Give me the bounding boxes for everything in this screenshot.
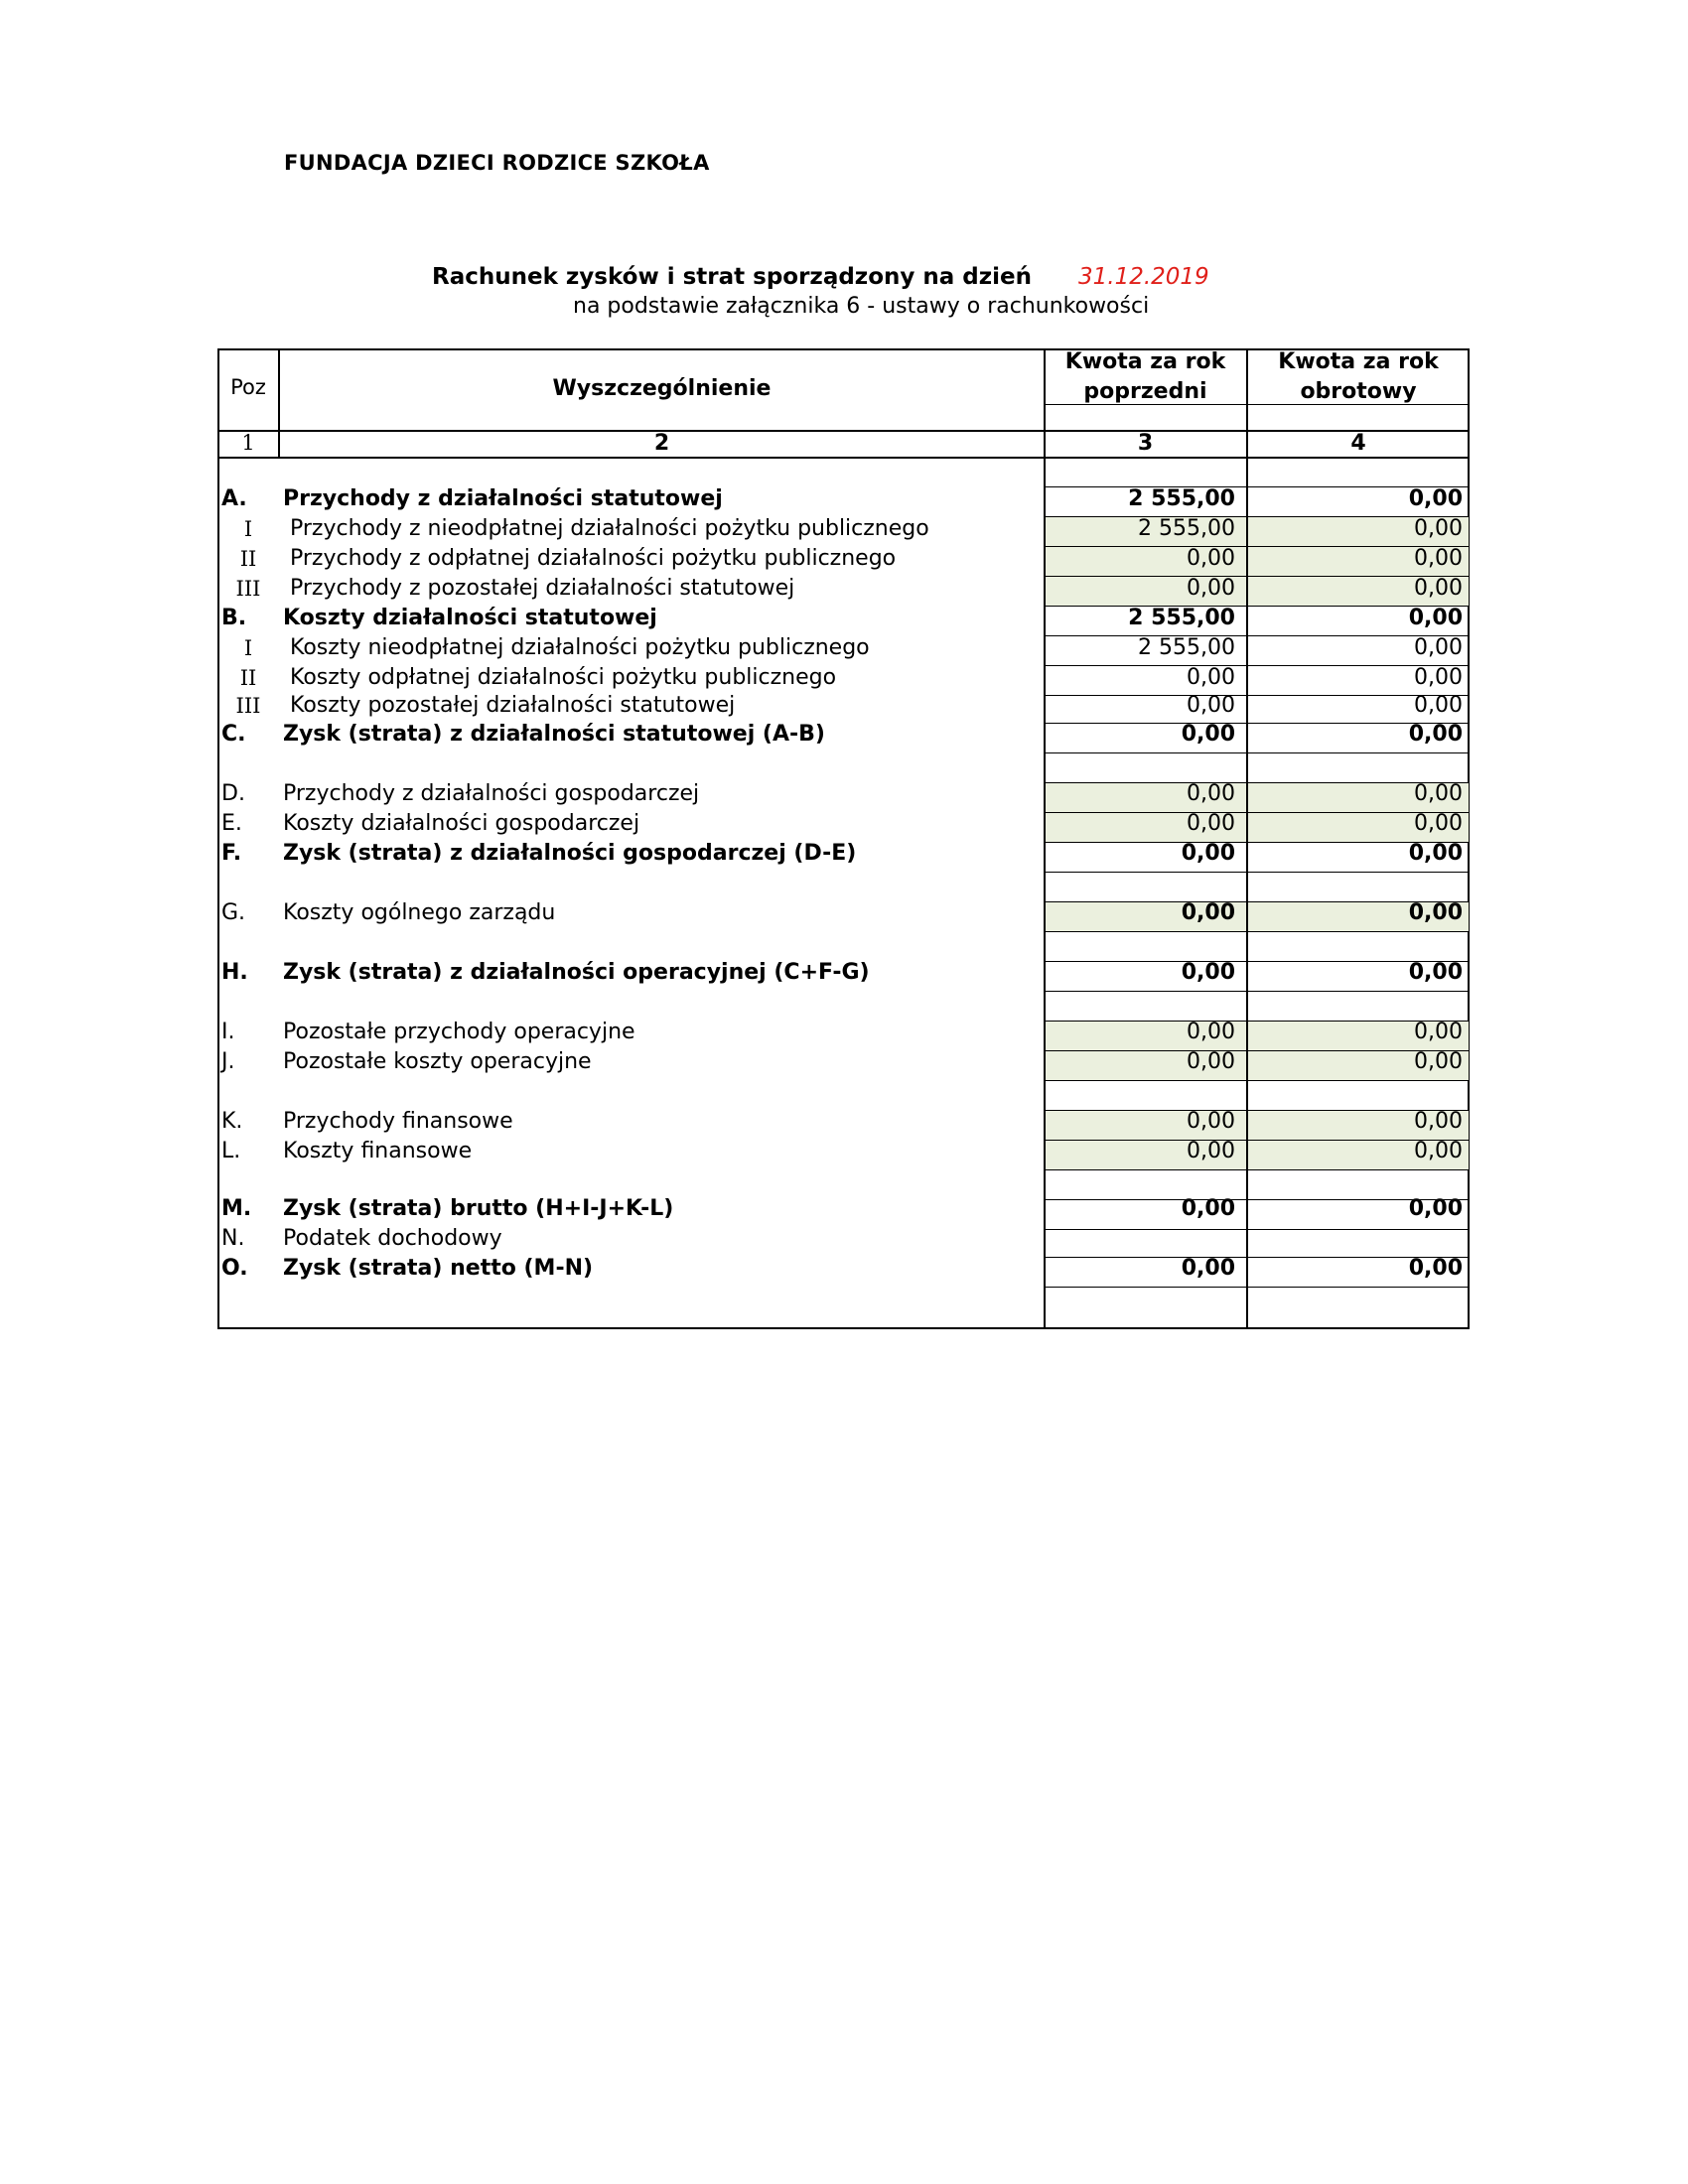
amount-current-year: 0,00 xyxy=(1414,576,1463,601)
amount-current-year: 0,00 xyxy=(1408,722,1463,747)
amount-current-year: 0,00 xyxy=(1414,781,1463,806)
row-position: F. xyxy=(221,841,242,866)
amount-previous-year: 2 555,00 xyxy=(1128,486,1235,511)
amount-current-year xyxy=(1248,1224,1463,1254)
row-position: A. xyxy=(221,486,247,511)
row-position: J. xyxy=(221,1049,235,1074)
row-divider xyxy=(1045,931,1469,932)
column-number-1: 1 xyxy=(241,431,255,455)
row-label: Pozostałe przychody operacyjne xyxy=(283,1020,635,1044)
amount-previous-year: 0,00 xyxy=(1187,693,1235,718)
row-position: II xyxy=(239,547,257,571)
row-divider xyxy=(1045,752,1469,753)
column-number-2: 2 xyxy=(653,431,670,456)
amount-current-year: 0,00 xyxy=(1414,1139,1463,1163)
amount-current-year: 0,00 xyxy=(1414,1020,1463,1044)
row-label: Koszty działalności statutowej xyxy=(283,606,657,630)
amount-previous-year: 0,00 xyxy=(1181,722,1235,747)
amount-current-year: 0,00 xyxy=(1408,841,1463,866)
header-prev-line2: poprzedni xyxy=(1083,379,1207,404)
row-position: D. xyxy=(221,781,245,806)
amount-current-year: 0,00 xyxy=(1408,1196,1463,1221)
row-divider xyxy=(1045,1169,1469,1170)
amount-previous-year: 0,00 xyxy=(1187,811,1235,836)
amount-previous-year: 0,00 xyxy=(1181,900,1235,925)
row-divider xyxy=(1045,1287,1469,1288)
row-label: Zysk (strata) z działalności operacyjnej (C+F-G) xyxy=(283,960,870,985)
amount-previous-year: 0,00 xyxy=(1181,1196,1235,1221)
amount-previous-year: 0,00 xyxy=(1187,781,1235,806)
amount-current-year: 0,00 xyxy=(1414,1049,1463,1074)
amount-previous-year: 0,00 xyxy=(1187,1020,1235,1044)
header-curr-line1: Kwota za rok xyxy=(1278,349,1439,374)
header-description: Wyszczególnienie xyxy=(552,376,772,401)
amount-current-year: 0,00 xyxy=(1414,693,1463,718)
amount-previous-year: 0,00 xyxy=(1187,665,1235,690)
amount-previous-year xyxy=(1045,1224,1235,1254)
row-label: Przychody z działalności gospodarczej xyxy=(283,781,700,806)
row-label: Koszty ogólnego zarządu xyxy=(283,900,556,925)
row-position: E. xyxy=(221,811,242,836)
row-label: Przychody z pozostałej działalności statutowej xyxy=(290,576,795,601)
row-position: III xyxy=(235,694,261,718)
amount-previous-year: 0,00 xyxy=(1181,1256,1235,1281)
row-label: Pozostałe koszty operacyjne xyxy=(283,1049,592,1074)
row-position: N. xyxy=(221,1226,245,1251)
column-number-3: 3 xyxy=(1137,431,1154,456)
amount-previous-year: 2 555,00 xyxy=(1128,606,1235,630)
amount-current-year: 0,00 xyxy=(1408,900,1463,925)
amount-previous-year: 2 555,00 xyxy=(1138,635,1235,660)
report-date: 31.12.2019 xyxy=(1078,264,1209,290)
row-label: Przychody finansowe xyxy=(283,1109,513,1134)
row-label: Podatek dochodowy xyxy=(283,1226,502,1251)
header-prev-line1: Kwota za rok xyxy=(1064,349,1226,374)
row-position: K. xyxy=(221,1109,243,1134)
row-position: I xyxy=(243,517,253,541)
row-position: B. xyxy=(221,606,247,630)
row-position: II xyxy=(239,666,257,690)
row-position: III xyxy=(235,577,261,601)
amount-previous-year: 0,00 xyxy=(1181,960,1235,985)
amount-current-year: 0,00 xyxy=(1414,635,1463,660)
row-divider xyxy=(1045,1080,1469,1081)
amount-current-year: 0,00 xyxy=(1414,516,1463,541)
header-curr-line2: obrotowy xyxy=(1300,379,1417,404)
row-divider xyxy=(1045,872,1469,873)
row-divider xyxy=(1045,991,1469,992)
row-position: H. xyxy=(221,960,248,985)
amount-previous-year: 2 555,00 xyxy=(1138,516,1235,541)
header-poz: Poz xyxy=(230,375,266,399)
row-label: Zysk (strata) netto (M-N) xyxy=(283,1256,594,1281)
amount-previous-year: 0,00 xyxy=(1181,841,1235,866)
row-position: M. xyxy=(221,1196,252,1221)
amount-current-year: 0,00 xyxy=(1408,960,1463,985)
row-position: I. xyxy=(221,1020,235,1044)
row-position: I xyxy=(243,636,253,660)
amount-previous-year: 0,00 xyxy=(1187,1139,1235,1163)
row-label: Koszty działalności gospodarczej xyxy=(283,811,640,836)
column-number-4: 4 xyxy=(1350,431,1366,456)
row-label: Zysk (strata) z działalności gospodarczej (D-E) xyxy=(283,841,857,866)
row-position: C. xyxy=(221,722,246,747)
amount-previous-year: 0,00 xyxy=(1187,1109,1235,1134)
amount-previous-year: 0,00 xyxy=(1187,576,1235,601)
amount-current-year: 0,00 xyxy=(1414,1109,1463,1134)
amount-previous-year: 0,00 xyxy=(1187,546,1235,571)
amount-current-year: 0,00 xyxy=(1414,546,1463,571)
row-label: Przychody z nieodpłatnej działalności pożytku publicznego xyxy=(290,516,929,541)
amount-current-year: 0,00 xyxy=(1408,606,1463,630)
amount-current-year: 0,00 xyxy=(1408,486,1463,511)
report-subtitle: na podstawie załącznika 6 - ustawy o rachunkowości xyxy=(573,294,1150,319)
row-label: Koszty finansowe xyxy=(283,1139,473,1163)
row-label: Zysk (strata) brutto (H+I-J+K-L) xyxy=(283,1196,674,1221)
amount-current-year: 0,00 xyxy=(1414,665,1463,690)
divider xyxy=(218,457,1469,459)
report-title: Rachunek zysków i strat sporządzony na dzień xyxy=(432,264,1032,290)
row-position: L. xyxy=(221,1139,241,1163)
row-label: Koszty odpłatnej działalności pożytku publicznego xyxy=(290,665,837,690)
row-label: Przychody z odpłatnej działalności pożytku publicznego xyxy=(290,546,897,571)
row-position: O. xyxy=(221,1256,248,1281)
organization-name: FUNDACJA DZIECI RODZICE SZKOŁA xyxy=(284,151,710,175)
row-label: Przychody z działalności statutowej xyxy=(283,486,723,511)
row-label: Zysk (strata) z działalności statutowej (A-B) xyxy=(283,722,825,747)
amount-current-year: 0,00 xyxy=(1414,811,1463,836)
amount-previous-year: 0,00 xyxy=(1187,1049,1235,1074)
row-label: Koszty nieodpłatnej działalności pożytku publicznego xyxy=(290,635,870,660)
row-position: G. xyxy=(221,900,246,925)
amount-current-year: 0,00 xyxy=(1408,1256,1463,1281)
row-label: Koszty pozostałej działalności statutowej xyxy=(290,693,736,718)
